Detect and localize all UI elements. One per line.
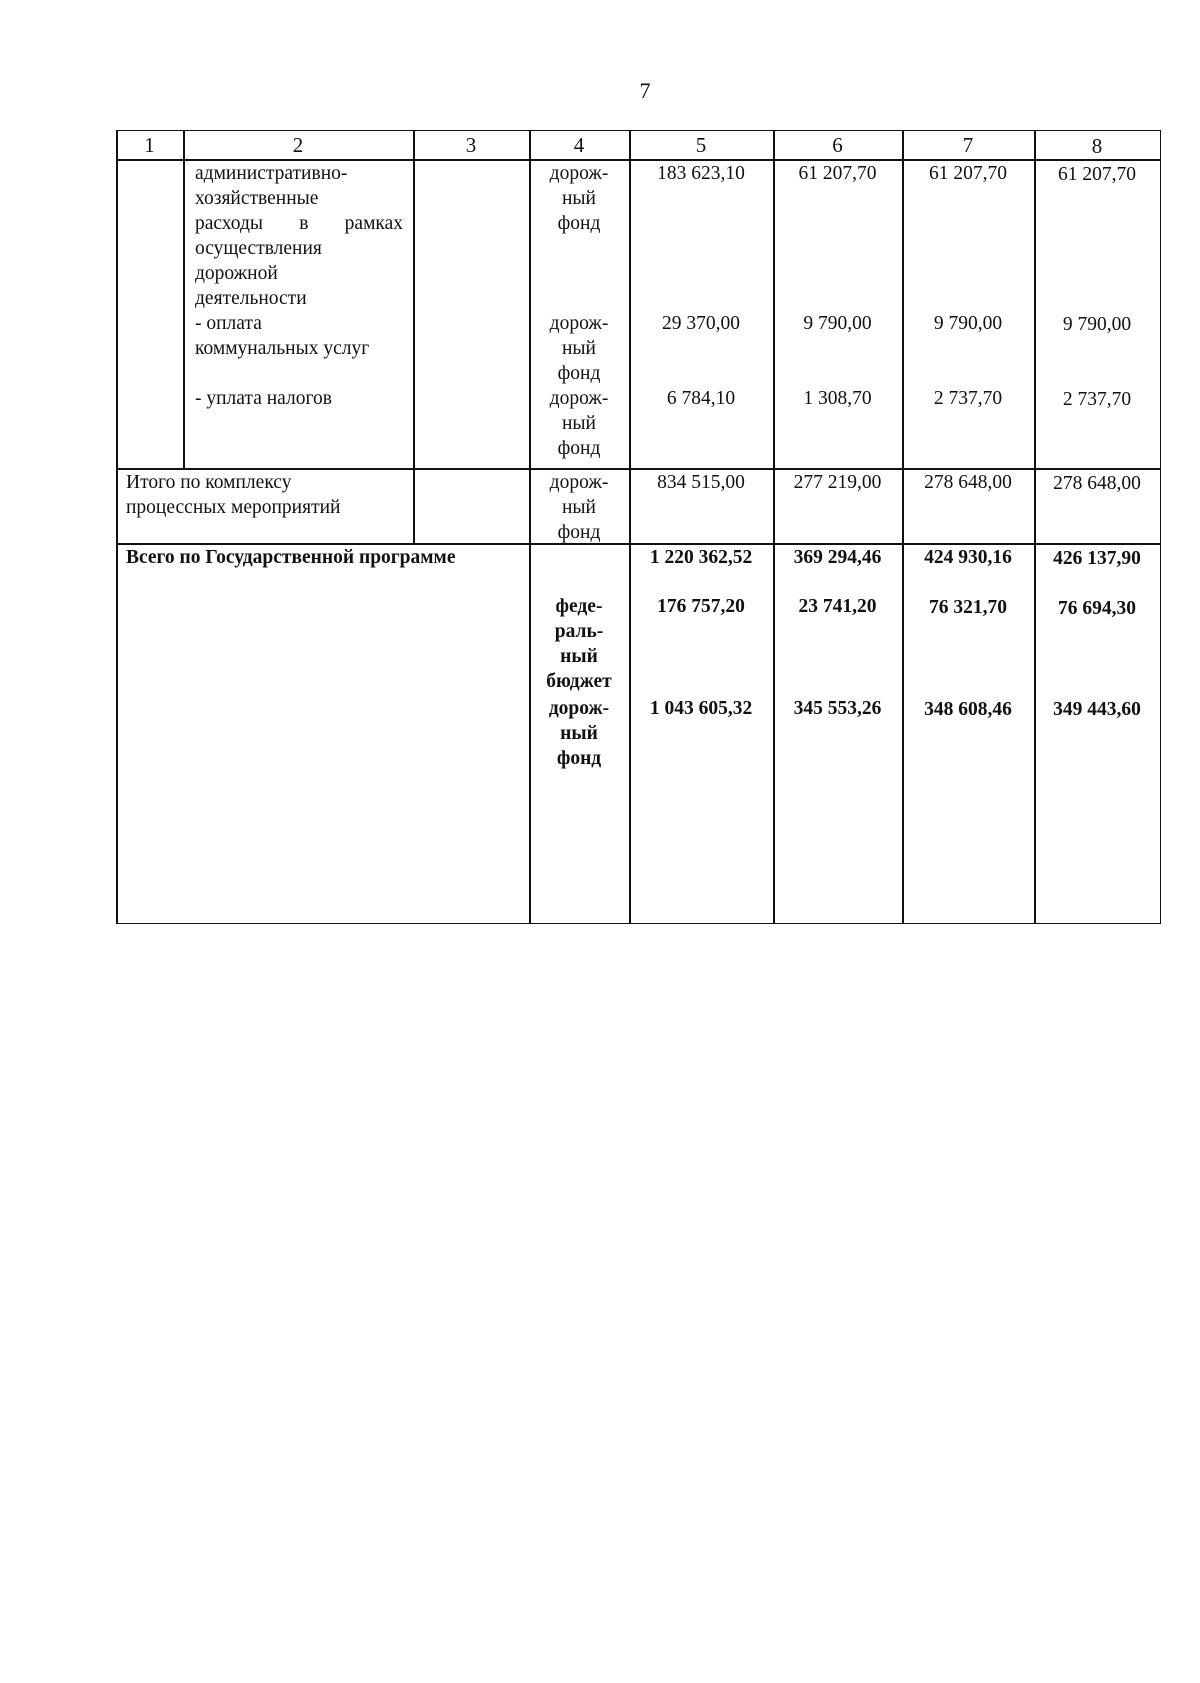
- header-col-1: 1: [144, 133, 155, 157]
- header-col-2: 2: [292, 133, 304, 157]
- row-total-complex-value-5: 834 515,00: [657, 472, 745, 493]
- table-border-left: [116, 131, 118, 923]
- row-grand-total-value-6: 369 294,46: [793, 547, 882, 568]
- row-admin-description: административно- хозяйственные расходы в рамках осуществления дорожной деятельности: [195, 163, 403, 309]
- row-utilities-value-5: 29 370,00: [662, 313, 740, 334]
- header-col-3: 3: [465, 133, 477, 157]
- row-total-complex-value-7: 278 648,00: [924, 472, 1012, 493]
- row-federal-value-6: 23 741,20: [798, 596, 877, 617]
- row-taxes-value-7: 2 737,70: [933, 388, 1003, 409]
- row-total-complex-value-6: 277 219,00: [793, 472, 882, 493]
- row-total-complex-source: дорож- ный фонд: [549, 472, 609, 543]
- row-utilities-value-8: 9 790,00: [1062, 314, 1132, 335]
- row-taxes-value-6: 1 308,70: [803, 388, 872, 409]
- row-federal-source: феде- раль- ный бюджет: [546, 596, 612, 692]
- header-col-7: 7: [962, 133, 974, 157]
- header-col-5: 5: [695, 133, 707, 157]
- header-col-6: 6: [832, 133, 843, 157]
- budget-table: [116, 130, 1161, 924]
- row-road-fund-value-8: 349 443,60: [1053, 699, 1141, 720]
- row-federal-value-5: 176 757,20: [657, 596, 745, 617]
- row-road-fund-value-6: 345 553,26: [793, 698, 882, 719]
- col-line-2: [413, 131, 415, 543]
- col-line-7: [1034, 131, 1036, 923]
- row-admin-value-8: 61 207,70: [1058, 164, 1136, 185]
- header-col-8: 8: [1091, 134, 1103, 158]
- row-taxes-value-8: 2 737,70: [1062, 389, 1132, 410]
- row-taxes-description: - уплата налогов: [195, 388, 332, 409]
- row-utilities-description: - оплата коммунальных услуг: [195, 313, 370, 359]
- row-grand-total-value-5: 1 220 362,52: [649, 547, 753, 568]
- row-utilities-value-6: 9 790,00: [803, 313, 872, 334]
- row-admin-value-6: 61 207,70: [798, 163, 877, 184]
- row-utilities-source: дорож- ный фонд: [549, 313, 609, 384]
- row-federal-value-8: 76 694,30: [1058, 598, 1136, 619]
- row-grand-total-value-8: 426 137,90: [1053, 548, 1141, 569]
- row-road-fund-source: дорож- ный фонд: [548, 698, 610, 769]
- row-grand-total-description: Всего по Государственной программе: [126, 547, 456, 568]
- row-admin-value-5: 183 623,10: [657, 163, 745, 184]
- row-taxes-value-5: 6 784,10: [666, 388, 736, 409]
- row-admin-source: дорож- ный фонд: [549, 163, 609, 234]
- col-line-1: [183, 131, 185, 468]
- row-total-complex-description: Итого по комплексу процессных мероприятий: [126, 472, 341, 518]
- row-federal-value-7: 76 321,70: [929, 597, 1007, 618]
- row-utilities-value-7: 9 790,00: [933, 313, 1003, 334]
- col-line-5: [773, 131, 775, 923]
- row-road-fund-value-5: 1 043 605,32: [649, 698, 753, 719]
- row-taxes-source: дорож- ный фонд: [549, 388, 609, 459]
- row-admin-value-7: 61 207,70: [929, 163, 1007, 184]
- row-grand-total-value-7: 424 930,16: [924, 547, 1012, 568]
- row-total-complex-value-8: 278 648,00: [1053, 473, 1141, 494]
- col-line-6: [902, 131, 904, 923]
- page-number: 7: [639, 78, 651, 103]
- col-line-4: [629, 131, 631, 923]
- header-col-4: 4: [573, 133, 585, 157]
- row-road-fund-value-7: 348 608,46: [924, 699, 1012, 720]
